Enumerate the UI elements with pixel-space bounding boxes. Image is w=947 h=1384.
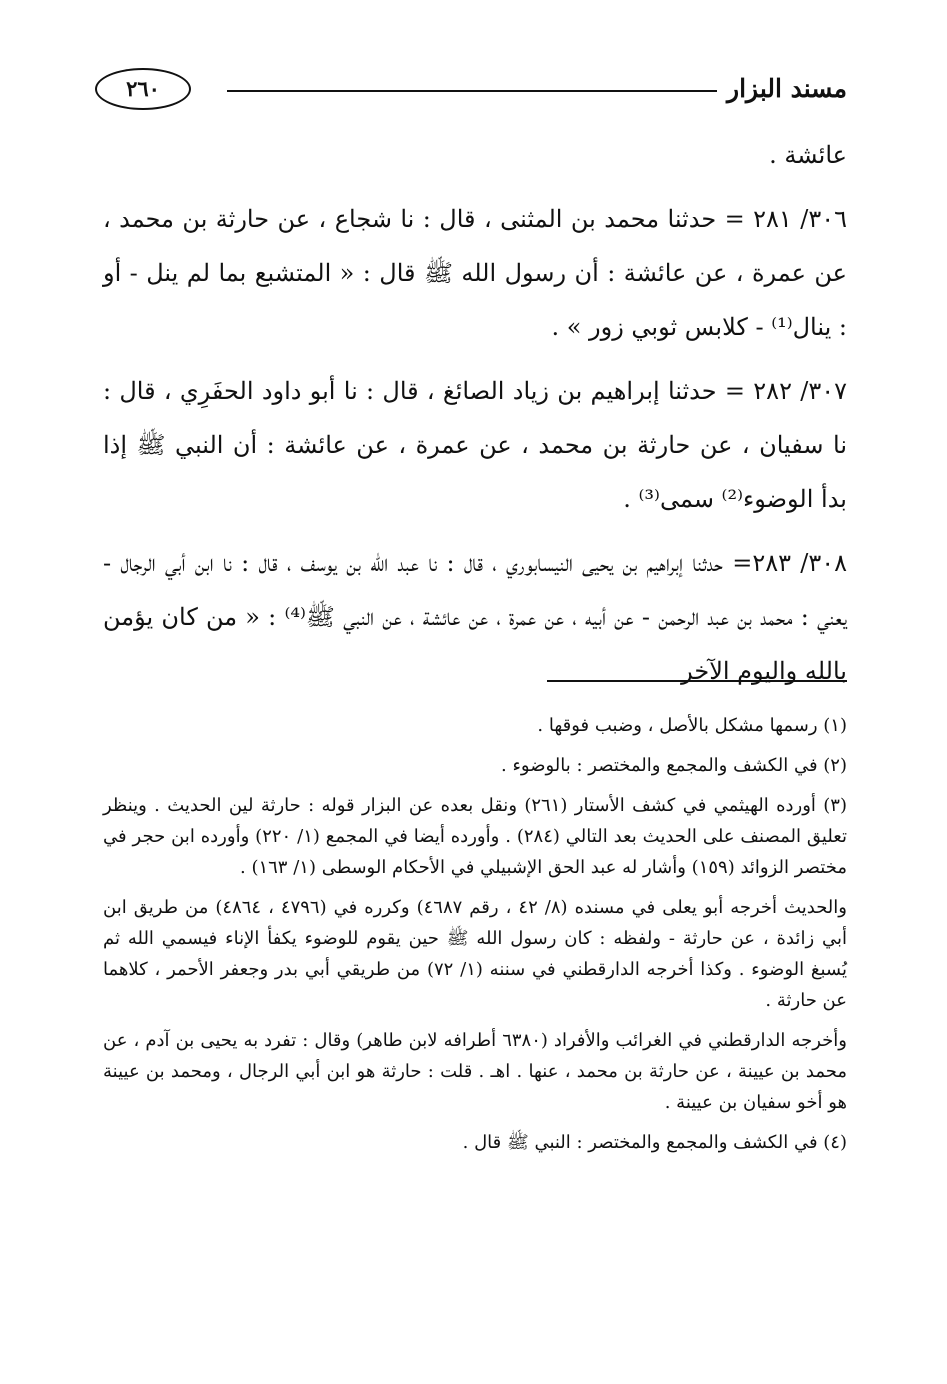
main-text [103,128,847,698]
intro-line: عائشة . [769,141,847,169]
hadith-307: ٣٠٧/ ٢٨٢ = حدثنا إبراهيم بن زياد الصائغ ، قال : نا أبو داود الحفَرِي ، قال : نا سفيان ، عن حارثة بن محمد ، عن عمرة ، عن عائشة : أن النبي ﷺ إذا بدأ الوضوء⁽²⁾ سمى⁽³⁾ . [103,377,847,513]
footnote-3-continued: والحديث أخرجه أبو يعلى في مسنده (٨/ ٤٢ ، رقم ٤٦٨٧) وكرره في (٤٧٩٦ ، ٤٨٦٤) من طريق ابن أبي زائدة ، عن حارثة - ولفظه : كان رسول الله ﷺ حين يقوم للوضوء يكفأ الإناء فيسمي الله ثم يُسبغ الوضوء . وكذا أخرجه الدارقطني في سننه (١/ ٧٢) من طريقي أبي بدر وجعفر الأحمر ، كلاهما عن حارثة . [103,897,847,1011]
footnote-1: (١) رسمها مشكل بالأصل ، وضبب فوقها . [537,715,847,736]
footnote-4: (٤) في الكشف والمجمع والمختصر : النبي ﷺ قال . [462,1132,847,1153]
footnote-3: (٣) أورده الهيثمي في كشف الأستار (٢٦١) ونقل بعده عن البزار قوله : حارثة لين الحديث . وينظر تعليق المصنف على الحديث بعد التالي (٢٨٤) . وأورده أيضا في المجمع (١/ ٢٢٠) وأورده ابن حجر في مختصر الزوائد (١٥٩) وأشار له عبد الحق الإشبيلي في الأحكام الوسطى (١/ ١٦٣) . [103,795,847,878]
book-title: مسند البزار [727,74,847,103]
page-header [95,66,847,116]
footnote-2: (٢) في الكشف والمجمع والمختصر : بالوضوء . [501,755,847,776]
hadith-308: ٣٠٨/ ٢٨٣= حدثنا إبراهيم بن يحيى النيسابوري ، قال : نا عبد الله بن يوسف ، قال : نا ابن أبي الرجال - يعني : محمد بن عبد الرحمن - عن أبيه ، عن عمرة ، عن عائشة ، عن النبي ﷺ⁽⁴⁾ : « من كان يؤمن بالله واليوم الآخر [103,549,848,685]
footnote-separator [547,680,847,682]
header-rule [227,90,717,92]
hadith-306: ٣٠٦/ ٢٨١ = حدثنا محمد بن المثنى ، قال : نا شجاع ، عن حارثة بن محمد ، عن عمرة ، عن عائشة : أن رسول الله ﷺ قال : « المتشبع بما لم ينل - أو : ينال⁽¹⁾ - كلابس ثوبي زور » . [103,205,847,341]
page-number: ٢٦٠ [95,68,191,110]
footnote-3-continued-2: وأخرجه الدارقطني في الغرائب والأفراد (٦٣٨٠ أطرافه لابن طاهر) وقال : تفرد به يحيى بن آدم ، عن محمد بن عيينة ، عن حارثة بن محمد ، عنها . اهـ . قلت : حارثة هو ابن أبي الرجال ، ومحمد بن عيينة هو أخو سفيان بن عيينة . [103,1030,847,1113]
footnotes [103,710,847,1167]
